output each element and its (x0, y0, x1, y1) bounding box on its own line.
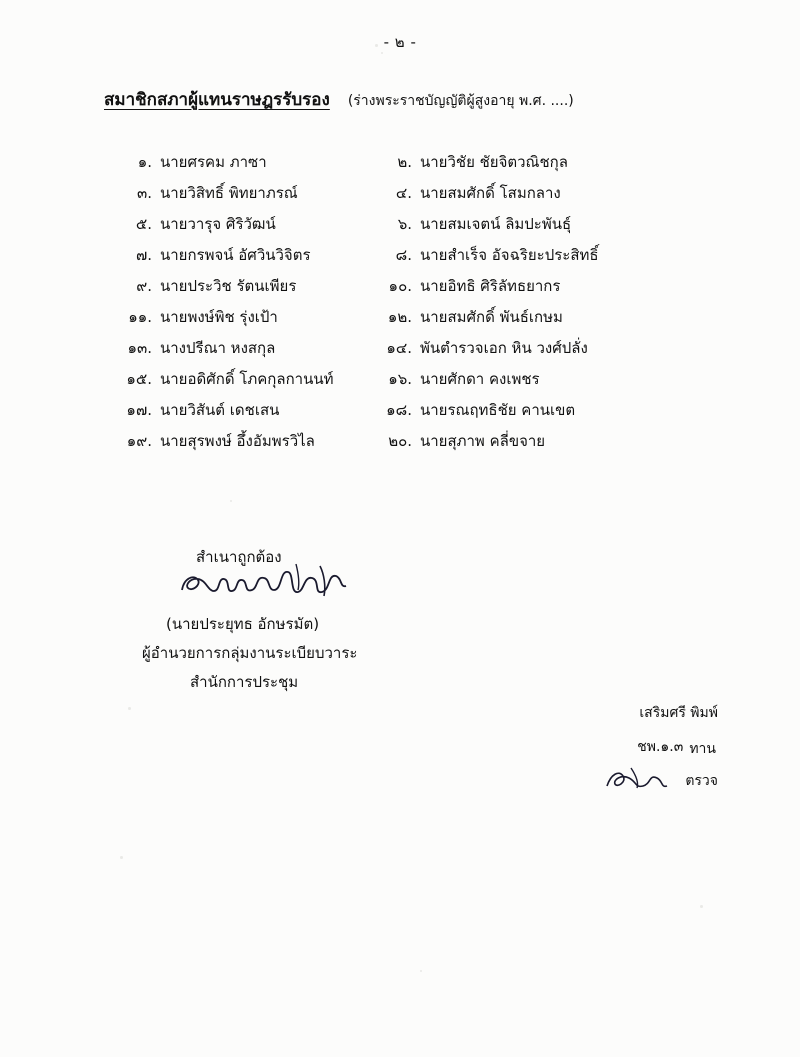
name-entry (110, 336, 368, 360)
officer-title-line2: สำนักการประชุม (190, 673, 299, 691)
item-number: ๑๖. (388, 370, 412, 388)
item-name: นายรณฤทธิชัย คานเขต (420, 401, 576, 419)
heading-title: สมาชิกสภาผู้แทนราษฎรรับรอง (104, 90, 330, 110)
item-name: พันตำรวจเอก หิน วงศ์ปลั่ง (420, 339, 588, 357)
copy-certified-stamp: สำเนาถูกต้อง (196, 548, 282, 566)
name-entry (110, 181, 368, 205)
list-item (110, 398, 710, 429)
item-name: นายสมศักดิ์ โสมกลาง (420, 184, 561, 202)
name-entry (368, 181, 668, 205)
name-entry (368, 367, 668, 391)
item-name: นายอดิศักดิ์ โภคกุลกานนท์ (160, 370, 334, 388)
list-item (110, 429, 710, 460)
page-number: - ๒ - (383, 33, 417, 51)
item-number: ๖. (397, 215, 412, 233)
item-name: นายสุรพงษ์ อึ้งอัมพรวิไล (160, 432, 315, 450)
list-item (110, 336, 710, 367)
item-name: นายกรพจน์ อัศวินวิจิตร (160, 246, 311, 264)
list-item (110, 212, 710, 243)
signature-ink (170, 560, 380, 610)
verify-signature-ink (601, 766, 681, 792)
item-number: ๑๓. (127, 339, 152, 357)
verify-label: ตรวจ (685, 773, 718, 789)
item-name: นายวารุจ ศิริวัฒน์ (160, 215, 276, 233)
item-number: ๑๙. (126, 432, 152, 450)
item-name: นายวิชัย ชัยจิตวณิชกุล (420, 153, 568, 171)
check-label: ทาน (689, 741, 716, 757)
document-heading (104, 86, 574, 113)
item-name: นายอิทธิ ศิริลัทธยากร (420, 277, 561, 295)
item-number: ๑๐. (388, 277, 412, 295)
list-item (110, 243, 710, 274)
item-name: นายศักดา คงเพชร (420, 370, 540, 388)
item-number: ๔. (395, 184, 412, 202)
item-number: ๕. (135, 215, 152, 233)
item-number: ๑๘. (386, 401, 412, 419)
typist-note: เสริมศรี พิมพ์ (639, 705, 718, 721)
scan-speckle (230, 500, 232, 502)
officer-signature (170, 560, 380, 610)
name-entry (368, 336, 668, 360)
check-note (637, 738, 716, 760)
scan-speckle (120, 856, 123, 859)
endorser-name-list (110, 150, 710, 460)
item-name: นายสมศักดิ์ พันธ์เกษม (420, 308, 563, 326)
check-initials: ชพ.๑.๓ (637, 739, 684, 755)
name-entry (368, 429, 668, 453)
item-name: นางปรีณา หงสกุล (160, 339, 276, 357)
item-name: นายพงษ์พิช รุ่งเป้า (160, 308, 278, 326)
name-entry (110, 429, 368, 453)
item-name: นายศรคม ภาซา (160, 153, 267, 171)
list-item (110, 367, 710, 398)
name-entry (110, 367, 368, 391)
name-entry (110, 398, 368, 422)
item-number: ๒๐. (388, 432, 412, 450)
item-number: ๙. (136, 277, 152, 295)
scan-speckle (420, 970, 422, 972)
item-name: นายสุภาพ คลี่ขจาย (420, 432, 546, 450)
scan-speckle (700, 905, 703, 908)
item-number: ๑๑. (128, 308, 152, 326)
verify-note (601, 766, 718, 792)
name-entry (110, 243, 368, 267)
name-entry (368, 212, 668, 236)
officer-name: (นายประยุทธ อักษรมัต) (166, 615, 320, 633)
name-entry (368, 398, 668, 422)
item-number: ๑๕. (126, 370, 152, 388)
item-name: นายสมเจตน์ ลิมปะพันธุ์ (420, 215, 572, 233)
name-entry (110, 305, 368, 329)
item-name: นายประวิช รัตนเพียร (160, 277, 297, 295)
list-item (110, 305, 710, 336)
item-number: ๒. (397, 153, 412, 171)
name-entry (110, 274, 368, 298)
item-number: ๑๒. (387, 308, 412, 326)
name-entry (368, 150, 668, 174)
item-number: ๑. (137, 153, 152, 171)
list-item (110, 274, 710, 305)
item-number: ๑๔. (386, 339, 412, 357)
item-name: นายวิสิทธิ์ พิทยาภรณ์ (160, 184, 298, 202)
item-name: นายวิสันต์ เดชเสน (160, 401, 280, 419)
item-number: ๓. (136, 184, 152, 202)
name-entry (368, 305, 668, 329)
name-entry (368, 243, 668, 267)
list-item (110, 150, 710, 181)
name-entry (110, 150, 368, 174)
scan-speckle (128, 707, 131, 710)
item-name: นายสำเร็จ อัจฉริยะประสิทธิ์ (420, 246, 599, 264)
list-item (110, 181, 710, 212)
name-entry (110, 212, 368, 236)
item-number: ๗. (135, 246, 152, 264)
item-number: ๘. (395, 246, 412, 264)
item-number: ๑๗. (126, 401, 152, 419)
officer-title-line1: ผู้อำนวยการกลุ่มงานระเบียบวาระ (142, 644, 358, 662)
name-entry (368, 274, 668, 298)
heading-note: (ร่างพระราชบัญญัติผู้สูงอายุ พ.ศ. ....) (347, 93, 574, 109)
